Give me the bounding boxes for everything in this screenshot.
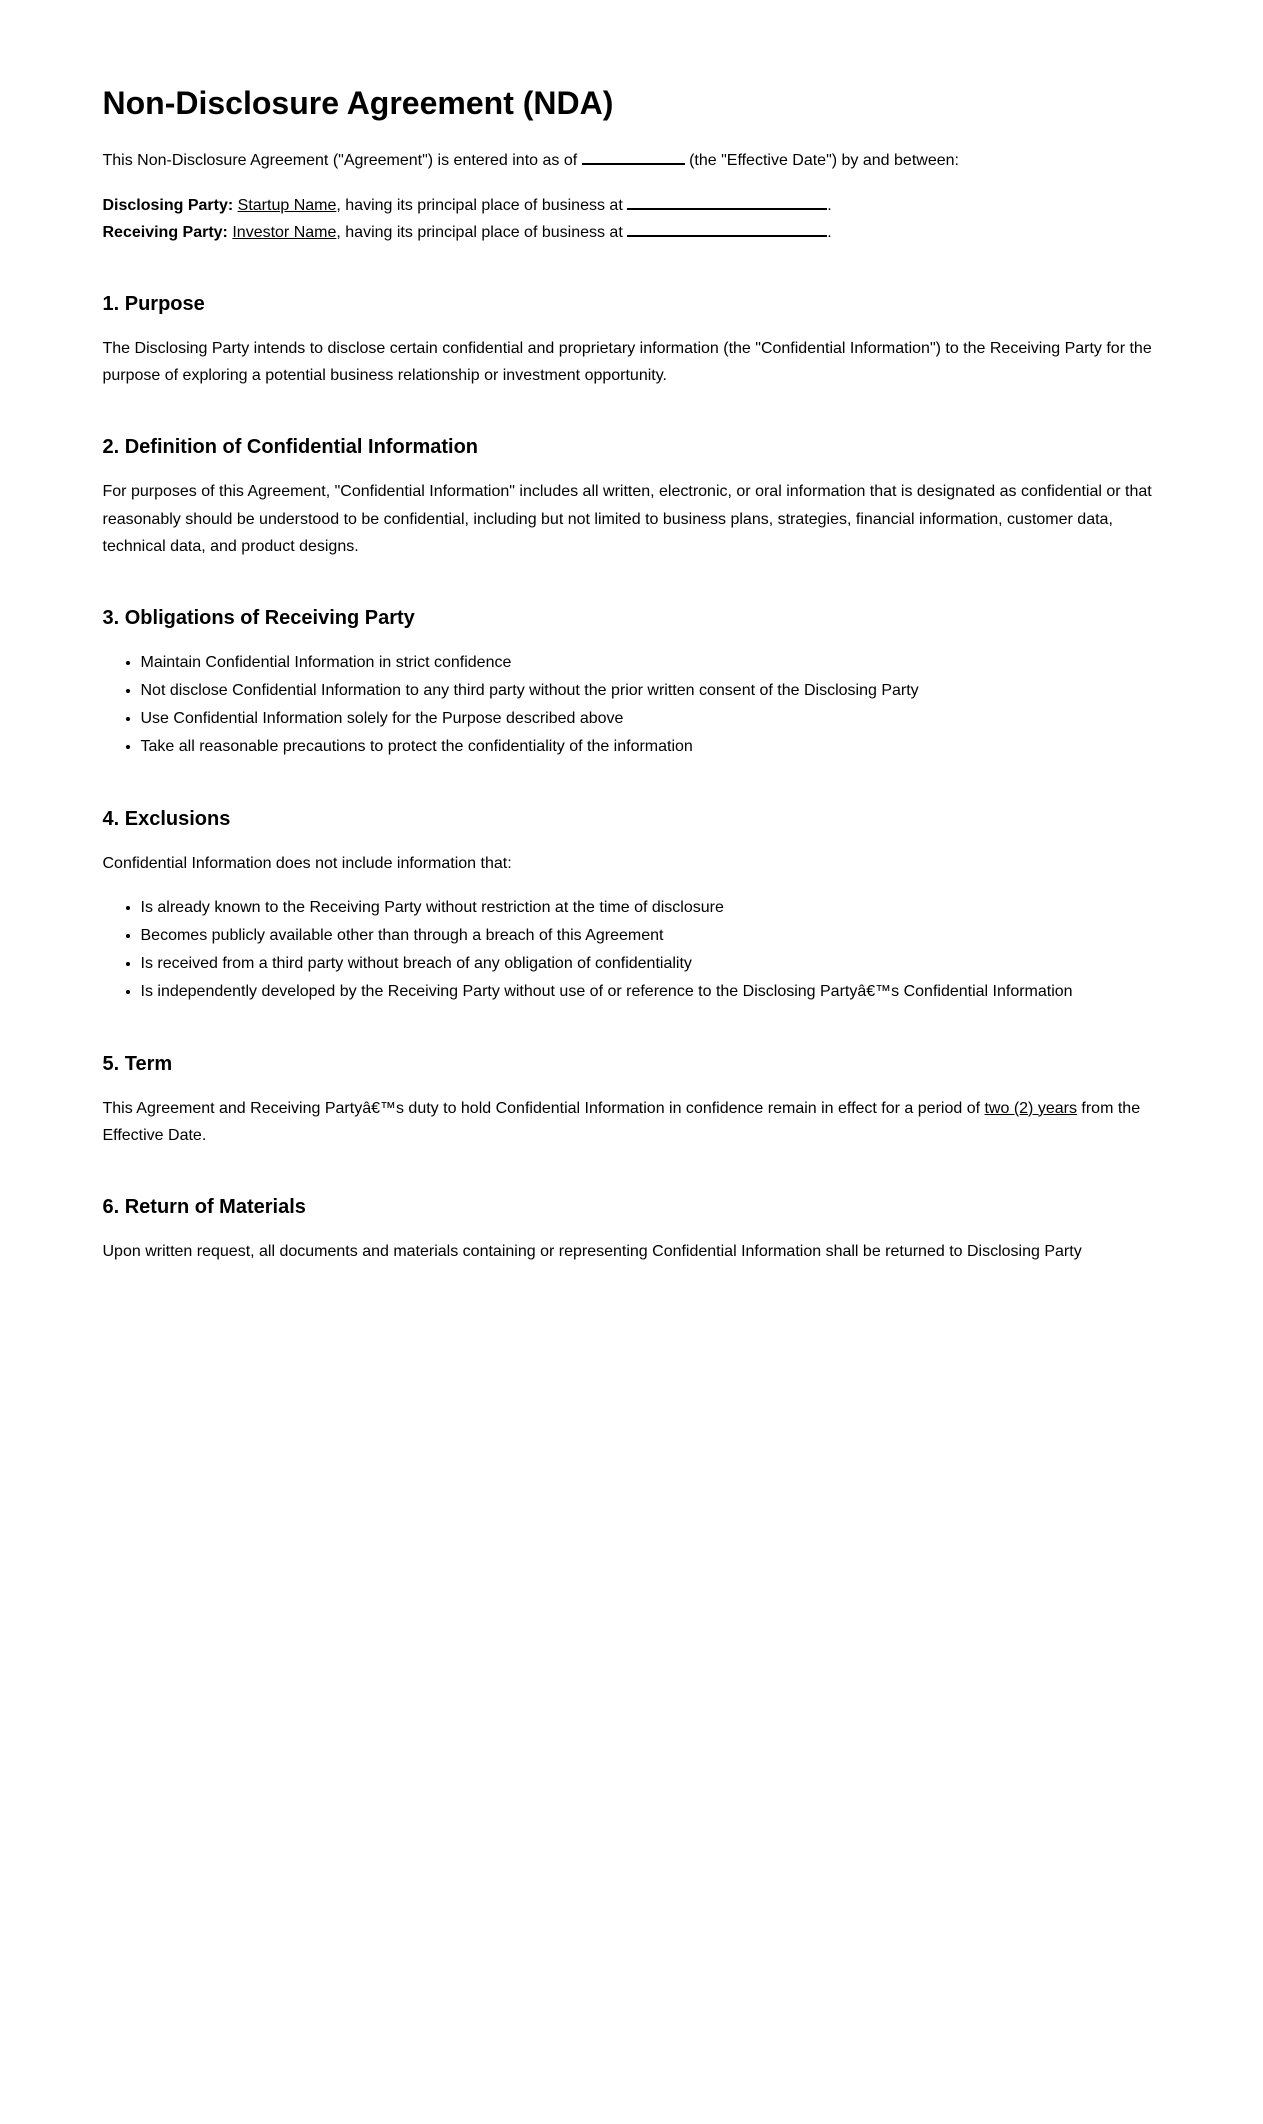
receiving-party-name: Investor Name	[232, 223, 337, 241]
parties-paragraph	[103, 192, 1161, 246]
section-6	[103, 1195, 1161, 1265]
section-paragraph	[103, 850, 1161, 877]
receiving-party-text: , having its principal place of business at	[336, 223, 628, 241]
receiving-party-label: Receiving Party:	[102, 223, 228, 241]
bullet-item: • Is received from a third party without breach of any obligation of confidentiality	[141, 950, 1161, 977]
section-paragraph	[103, 478, 1161, 560]
section-paragraph	[103, 335, 1161, 389]
bullet-item: • Maintain Confidential Information in strict confidence	[141, 649, 1161, 676]
section-heading: 1. Purpose	[102, 292, 205, 315]
nda-document	[103, 0, 1161, 1342]
disclosing-party-text: , having its principal place of business at	[336, 196, 628, 214]
section-paragraph	[103, 1095, 1161, 1149]
bullet-item: • Becomes publicly available other than through a breach of this Agreement	[141, 922, 1161, 949]
underlined-term: two (2) years	[984, 1099, 1077, 1117]
disclosing-address-blank	[627, 196, 827, 210]
section-paragraph	[103, 1238, 1161, 1265]
text-segment: For purposes of this Agreement, "Confidential Information" includes all written, electronic, or oral information that is designated as confidential or that reasonably should be understood to be confidential, including but not limited to business plans, strategies, financial information, customer data, technical data, and product designs.	[102, 483, 1152, 555]
intro-text-before: This Non-Disclosure Agreement ("Agreement") is entered into as of	[102, 152, 582, 170]
section-heading: 2. Definition of Confidential Information	[102, 436, 479, 459]
text-segment: Confidential Information does not include information that:	[102, 854, 512, 872]
bullet-item: • Not disclose Confidential Information to any third party without the prior written consent of the Disclosing Party	[141, 677, 1161, 704]
document-title: Non-Disclosure Agreement (NDA)	[102, 85, 614, 121]
bullet-item: • Is already known to the Receiving Party without restriction at the time of disclosure	[141, 894, 1161, 921]
sections	[103, 292, 1161, 1265]
section-heading: 3. Obligations of Receiving Party	[102, 606, 415, 629]
disclosing-party-suffix: .	[827, 196, 832, 214]
section-heading: 5. Term	[102, 1052, 173, 1075]
party-line-disclosing	[103, 197, 832, 214]
intro-paragraph	[103, 147, 1161, 174]
disclosing-party-label: Disclosing Party:	[102, 196, 234, 214]
bullet-item: • Is independently developed by the Receiving Party without use of or reference to the Disclosing Partyâ€™s Confidential Information	[141, 978, 1161, 1005]
section-bullet-list	[103, 649, 1161, 761]
section-4	[103, 807, 1161, 1006]
section-5	[103, 1052, 1161, 1149]
party-line-receiving	[103, 224, 832, 241]
receiving-party-suffix: .	[827, 223, 832, 241]
section-bullet-list	[103, 894, 1161, 1006]
receiving-address-blank	[627, 223, 827, 237]
text-segment: The Disclosing Party intends to disclose certain confidential and proprietary information (the "Confidential Information") to the Receiving Party for the purpose of exploring a potential business relationship or investment opportunity.	[102, 339, 1152, 385]
section-3	[103, 606, 1161, 761]
effective-date-blank	[582, 151, 685, 165]
bullet-item: • Use Confidential Information solely for the Purpose described above	[141, 705, 1161, 732]
text-segment: This Agreement and Receiving Partyâ€™s duty to hold Confidential Information in confidence remain in effect for a period of	[102, 1099, 985, 1117]
section-heading: 4. Exclusions	[102, 807, 231, 830]
section-1	[103, 292, 1161, 389]
intro-text-after: (the "Effective Date") by and between:	[684, 152, 959, 170]
bullet-item: • Take all reasonable precautions to protect the confidentiality of the information	[141, 733, 1161, 760]
text-segment: from the Effective Date.	[102, 1099, 1141, 1144]
disclosing-party-name: Startup Name	[237, 196, 337, 214]
text-segment: Upon written request, all documents and materials containing or representing Confidential Information shall be returned to Disclosing Party	[102, 1242, 1082, 1260]
section-2	[103, 435, 1161, 560]
section-heading: 6. Return of Materials	[102, 1195, 306, 1218]
